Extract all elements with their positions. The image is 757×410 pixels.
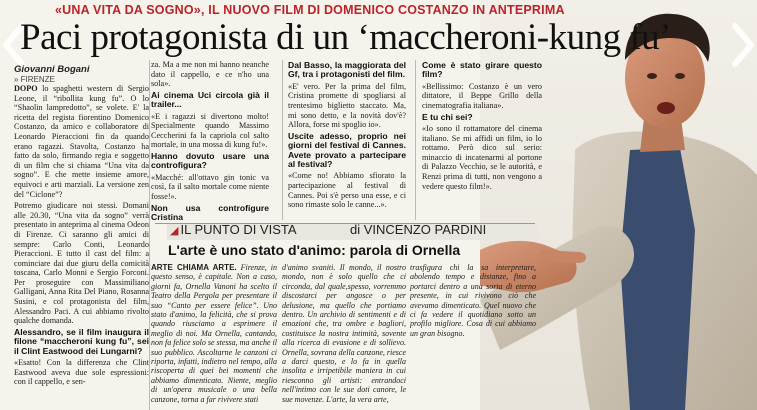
interview-question: Hanno dovuto usare una controfigura?: [151, 150, 269, 171]
interview-answer: «E i ragazzi si divertono molto! Specialmente quando Massimo Ceccherini fa la capriola col salto mortale, in una mossa di kung fu!».: [151, 111, 269, 150]
article-paragraph: [14, 84, 149, 199]
opinion-author: di VINCENZO PARDINI: [350, 222, 487, 237]
article-headline: Paci protagonista di un ‘maccheroni-kung fu’: [20, 17, 671, 58]
article-column-2: [151, 60, 269, 240]
interview-answer: za. Ma a me non mi hanno neanche dato il cappello, e ce n'ho una sola».: [151, 60, 269, 89]
interview-question: Ai cinema Uci circola già il trailer...: [151, 89, 269, 110]
interview-question: Come è stato girare questo film?: [422, 60, 542, 80]
opinion-label-text: IL PUNTO DI VISTA: [180, 222, 297, 237]
opinion-lead: ARTE CHIAMA ARTE.: [151, 263, 237, 272]
interview-question: Non usa controfigure Cristina: [151, 202, 269, 222]
chevron-right-icon[interactable]: [727, 20, 757, 70]
interview-question: Uscite adesso, proprio nei giorni del festival di Cannes. Avete provato a partecipare al festival?: [288, 130, 406, 169]
article-body-text: lo spaghetti western di Sergio Leone, il “ribollita kung fu”. O lo “Shaolin lampredotto”, se volete. E' la ricetta del regista fiorentino Domenico Costanzo, da amico e collaboratore di Leonardo Pieraccioni fin da quando erano ragazzi. Stavolta, Costanzo ha fatto da solo, firmando regia e soggetto di un film che si chiama “Una vita da sogno”. E che mette insieme amore, equivoci e arti marziali. La versione zen del “Ciclone”?: [14, 84, 149, 199]
interview-answer: «Come no! Abbiamo sfiorato la partecipazione al festival di Cannes. Poi s'è perso una esse, e ci sono rimaste solo le canne...».: [288, 171, 406, 210]
interview-answer: «Io sono il rottamatore del cinema italiano. Se mi affidi un film, io lo rottamo. Però dico sul serio: minaccio di incatenarmi al portone di Palazzo Vecchio, se le autorità, e Renzi prima di tutti, non vengono a vedere questo film!».: [422, 124, 542, 191]
opinion-column-3: trasfigura chi la sa interpretare, abolendo tempo e distanze, fino a portarci dentro a una sorta di eterno presente, in cui rivivono ciò che avevamo dimenticato. Quel nuovo che ci fa vedere il quotidiano sotto un profilo migliore. Cosa di cui abbiamo un gran bisogno.: [410, 263, 536, 338]
column-rule: [415, 60, 416, 220]
article-lead-word: DOPO: [14, 84, 38, 93]
article-column-3: [288, 60, 406, 240]
column-rule: [282, 60, 283, 220]
opinion-column-2: d'animo svaniti. Il mondo, il nostro mondo, non è solo quello che ci circonda, dal quale,spesso, vorremmo discostarci per angosce o per delusione, ma quello che portiamo dentro. Un archivio di sentimenti e di emozioni che, tra ombre e bagliori, costituisce la nostra intimità, sovente alla ricerca di evasione e di sollievo. Ornella, sovrana della canzone, riesce a darci questo, e lo fa in quella insolita e irripetibile maniera in cui riesconno gli artisti: entrandoci nell'intimo con le sue doti canore, le sue movenze. L'arte, la vera arte,: [282, 263, 406, 404]
interview-answer: «E' vero. Per la prima del film, Cristina promette di spogliarsi al trentesimo biglietto staccato. Ma, mi sono detto, e la novità dov'è? Allora, forse mi spoglio io».: [288, 81, 406, 130]
opinion-title: L'arte è uno stato d'animo: parola di Ornella: [168, 242, 461, 258]
opinion-text: Firenze, in questo senso, è capitale. Non a caso, giorni fa, Ornella Vanoni ha scelto il Teatro della Pergola per presentare il suo “Canto per essere felice”. Uno stato d'animo, la felicità, che si prova quando riusciamo a esprimere il meglio di noi. Ma Ornella, cantando, non fa felice solo se stessa, ma anche il suo pubblico. Ascoltarne le canzoni ci riporta, infatti, indietro nel tempo, alla riscoperta di quei bei momenti che abbiamo dimenticato. Niente, meglio di un'opera musicale o una bella canzone, torna a far rivivere stati: [151, 263, 277, 404]
article-author: Giovanni Bogani: [14, 64, 90, 75]
column-rule: [149, 60, 150, 410]
interview-answer: «Bellissimo: Costanzo è un vero dittatore, il Beppe Grillo della cinematografia italiana».: [422, 81, 542, 110]
interview-answer: «Esatto! Con la differenza che Clint Eastwood aveva due sole espressioni: con il cappello, e sen-: [14, 358, 149, 387]
article-column-4: [422, 60, 542, 210]
interview-answer: «Macché: all'ottavo gin tonic va così, fa il salto mortale come niente fosse!».: [151, 172, 269, 201]
opinion-section-label: [170, 222, 297, 237]
opinion-column-1: [151, 263, 277, 410]
triangle-icon: ◢: [170, 225, 179, 237]
article-paragraph: Potremo giudicare noi stessi. Domani alle 20.30, “Una vita da sogno” verrà presentato in anteprima al cinema Odeon di Firenze. Ci saranno gli amici di sempre: Carlo Conti, Leonardo Pieraccioni. E tutto il cast del film: a cominciare dai due giuru della comicità toscana, Carlo Monni e Sergio Forconi. Per proseguire con Massimiliano Galligani, Anna Rita Del Piano, Rosanna Susini, e col protagonista del film, Alessandro Paci. A cui abbiamo rivolto qualche domanda.: [14, 201, 149, 326]
article-column-1: [14, 84, 149, 410]
article-kicker: «UNA VITA DA SOGNO», IL NUOVO FILM DI DOMENICO COSTANZO IN ANTEPRIMA: [55, 3, 565, 17]
interview-question: Alessandro, se il film inaugura il filone “maccheroni kung fu”, sei il Clint Eastwood dei Lungarni?: [14, 326, 149, 356]
interview-question: E tu chi sei?: [422, 111, 473, 122]
interview-question: Dal Basso, la maggiorata del Gf, tra i protagonisti del film.: [288, 60, 406, 80]
article-dateline: » FIRENZE: [14, 75, 55, 84]
